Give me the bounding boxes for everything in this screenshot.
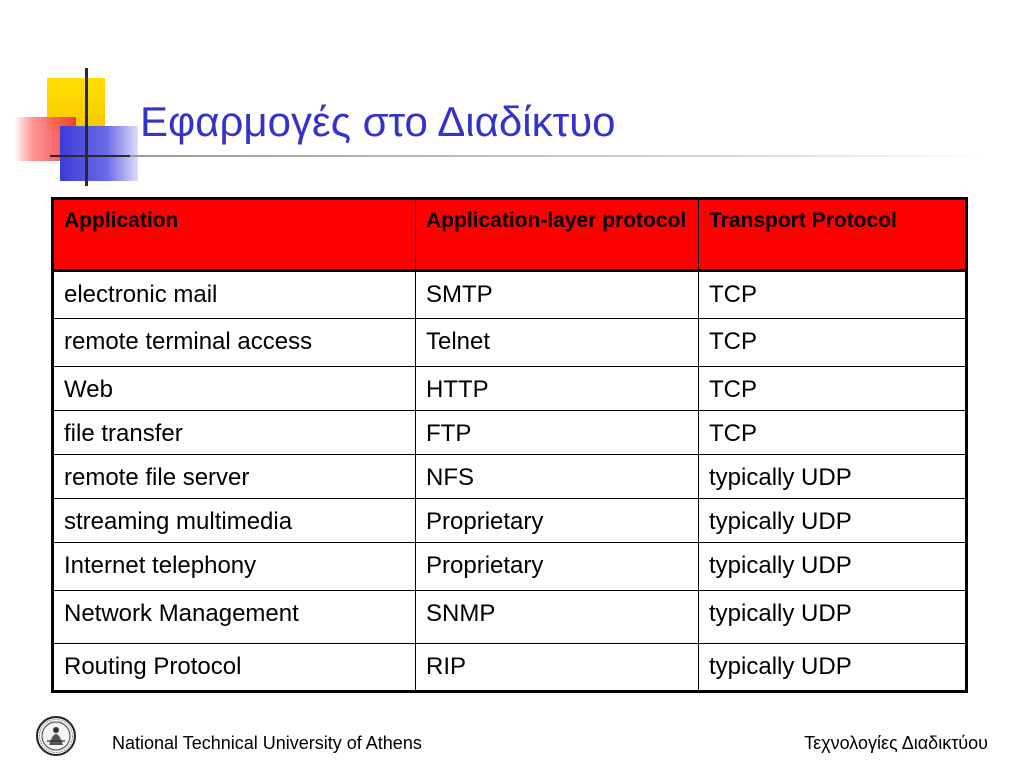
table-row [53, 319, 967, 367]
cell-application: Internet telephony [53, 543, 416, 591]
cell-application: file transfer [53, 411, 416, 455]
footer-course-name: Τεχνολογίες Διαδικτύου [804, 733, 988, 753]
cell-application: electronic mail [53, 271, 416, 319]
cell-app-protocol: SMTP [416, 271, 699, 319]
cell-application: Routing Protocol [53, 644, 416, 692]
cell-transport: typically UDP [699, 499, 967, 543]
header-application: Application [53, 199, 416, 271]
cell-app-protocol: Proprietary [416, 543, 699, 591]
header-transport-protocol: Transport Protocol [699, 199, 967, 271]
cell-transport: TCP [699, 271, 967, 319]
title-divider [130, 155, 990, 157]
cell-application: remote file server [53, 455, 416, 499]
cell-application: Network Management [53, 591, 416, 644]
table-row [53, 499, 967, 543]
table-row [53, 411, 967, 455]
cell-app-protocol: FTP [416, 411, 699, 455]
cell-app-protocol: SNMP [416, 591, 699, 644]
cell-transport: typically UDP [699, 543, 967, 591]
cell-transport: typically UDP [699, 591, 967, 644]
cell-app-protocol: NFS [416, 455, 699, 499]
slide-title: Εφαρμογές στο Διαδίκτυο [140, 98, 616, 145]
footer-university-name: National Technical University of Athens [112, 733, 422, 753]
cell-transport: TCP [699, 319, 967, 367]
header-application-layer-protocol: Application-layer protocol [416, 199, 699, 271]
cell-transport: typically UDP [699, 455, 967, 499]
protocol-table [51, 197, 968, 693]
table-row [53, 591, 967, 644]
table-row [53, 367, 967, 411]
cell-app-protocol: RIP [416, 644, 699, 692]
cell-app-protocol: Proprietary [416, 499, 699, 543]
cell-app-protocol: Telnet [416, 319, 699, 367]
table-header-row [53, 199, 967, 271]
cell-application: Web [53, 367, 416, 411]
cell-transport: typically UDP [699, 644, 967, 692]
table-row [53, 644, 967, 692]
cell-transport: TCP [699, 367, 967, 411]
decorative-blue-block [60, 126, 138, 181]
table-row [53, 271, 967, 319]
cell-application: streaming multimedia [53, 499, 416, 543]
university-seal-icon [35, 715, 77, 757]
cell-transport: TCP [699, 411, 967, 455]
table-row [53, 543, 967, 591]
decorative-horizontal-line [50, 155, 130, 157]
decorative-vertical-line [85, 68, 88, 186]
cell-application: remote terminal access [53, 319, 416, 367]
cell-app-protocol: HTTP [416, 367, 699, 411]
table-row [53, 455, 967, 499]
